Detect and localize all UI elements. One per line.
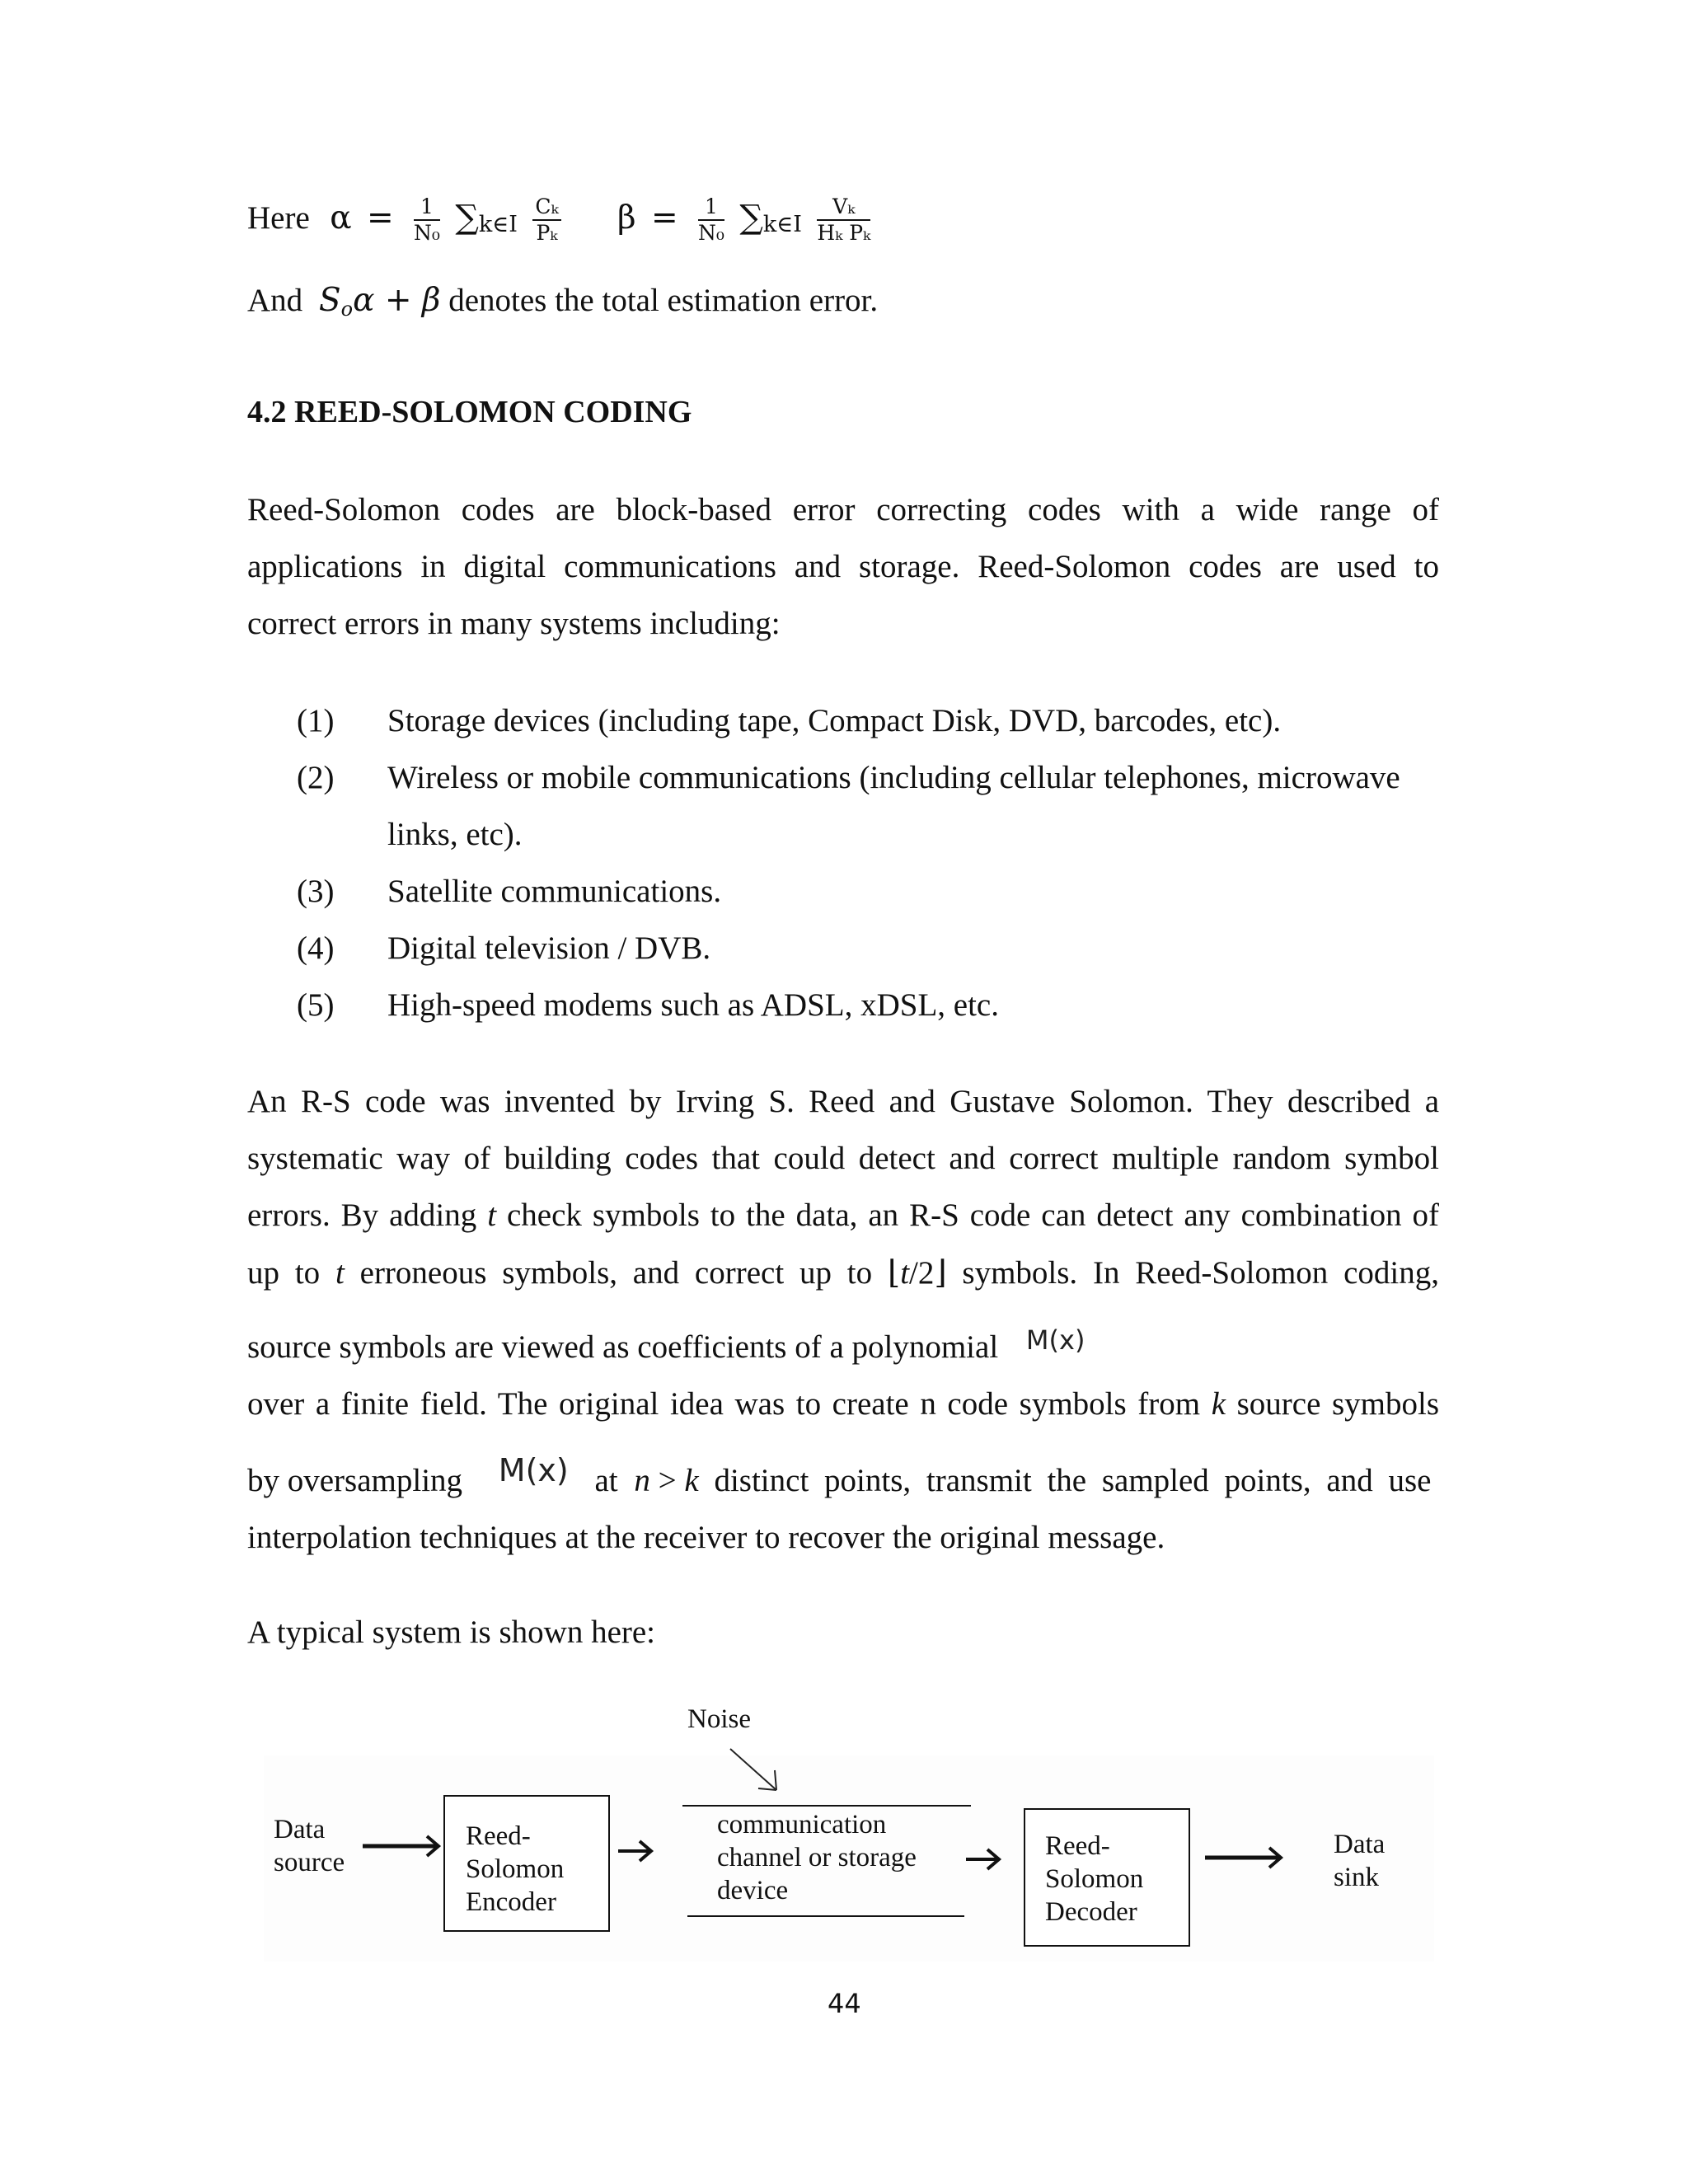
para2-line-5: source symbols are viewed as coefficients of a polynomial $^{M(x)}$ [247, 1324, 1085, 1365]
list-item: (1) Storage devices (including tape, Compact Disk, DVD, barcodes, etc). [297, 703, 1282, 738]
estimation-error-line: And $S_o\alpha + \beta$ denotes the total estimation error. [247, 282, 879, 321]
polynomial-image-large: M(x) [498, 1452, 569, 1488]
alpha-coefficient-fraction: $\frac{1}{\text{N₀}}$ [414, 194, 440, 245]
arrow-right-icon [617, 1835, 658, 1868]
para3-text: A typical system is shown here: [247, 1615, 656, 1650]
arrow-right-icon [1203, 1841, 1286, 1874]
channel-bottom-line [687, 1915, 964, 1917]
channel-top-line [682, 1805, 971, 1807]
beta-term-fraction: $\frac{\text{Vₖ}}{\text{Hₖ Pₖ}}$ [817, 194, 871, 245]
section-heading: 4.2 REED-SOLOMON CODING [247, 395, 692, 429]
intro-line-1: Reed-Solomon codes are block-based error correcting codes with a wide range of [247, 492, 1439, 527]
alpha-equals: = [366, 199, 394, 237]
para2-line-2: systematic way of building codes that could detect and correct multiple random symbol [247, 1141, 1439, 1176]
list-item: (2) Wireless or mobile communications (including cellular telephones, microwave [297, 760, 1400, 795]
page-number: 44 [828, 1988, 861, 2019]
alpha-symbol: α [330, 199, 352, 237]
total-error-expression: $S_o\alpha + \beta$ [318, 282, 441, 321]
beta-equals: = [650, 199, 678, 237]
data-sink-label: Data sink [1334, 1830, 1386, 1892]
para2-line-8: interpolation techniques at the receiver to recover the original message. [247, 1520, 1165, 1555]
polynomial-image-small: M(x) [1025, 1324, 1085, 1356]
formula-line [247, 190, 875, 253]
intro-line-2: applications in digital communications and storage. Reed-Solomon codes are used to [247, 549, 1439, 584]
list-item: (4) Digital television / DVB. [297, 930, 711, 966]
beta-sum-symbol: ∑ [739, 199, 763, 237]
intro-line-3: correct errors in many systems including: [247, 606, 781, 641]
para2-line-6: over a finite field. The original idea was to create n code symbols from k source symbols [247, 1386, 1440, 1422]
para2-line-1: An R-S code was invented by Irving S. Reed and Gustave Solomon. They described a [247, 1084, 1439, 1119]
list-item: (5) High-speed modems such as ADSL, xDSL, etc. [297, 987, 999, 1023]
list-item: (3) Satellite communications. [297, 874, 722, 909]
beta-symbol: β [617, 199, 636, 237]
alpha-sum-index: k∈I [478, 212, 518, 237]
encoder-label: Reed- Solomon Encoder [466, 1821, 565, 1917]
para2-line-4: up to t erroneous symbols, and correct up to ⌊t/2⌋ symbols. In Reed-Solomon coding, [247, 1255, 1439, 1291]
noise-arrow-icon [725, 1744, 791, 1802]
noise-label: Noise [687, 1704, 751, 1734]
beta-coefficient-fraction: $\frac{1}{\text{N₀}}$ [698, 194, 724, 245]
para2-line-3: errors. By adding t check symbols to the data, an R-S code can detect any combination of [247, 1197, 1439, 1233]
channel-label: communication channel or storage device [717, 1810, 917, 1905]
arrow-right-icon [964, 1843, 1006, 1876]
decoder-label: Reed- Solomon Decoder [1045, 1831, 1144, 1927]
alpha-sum-symbol: ∑ [455, 199, 479, 237]
rs-system-diagram [264, 1698, 1434, 1961]
list-item-continuation: links, etc). [387, 817, 523, 852]
alpha-term-fraction: $\frac{\text{Cₖ}}{\text{Pₖ}}$ [532, 194, 560, 246]
data-source-label: Data source [274, 1815, 345, 1877]
para2-line-7: by oversampling M(x) at n > k distinct points, transmit the sampled points, and use [247, 1452, 1432, 1498]
arrow-right-icon [361, 1830, 443, 1863]
here-label: Here [247, 200, 310, 236]
beta-sum-index: k∈I [762, 212, 802, 237]
